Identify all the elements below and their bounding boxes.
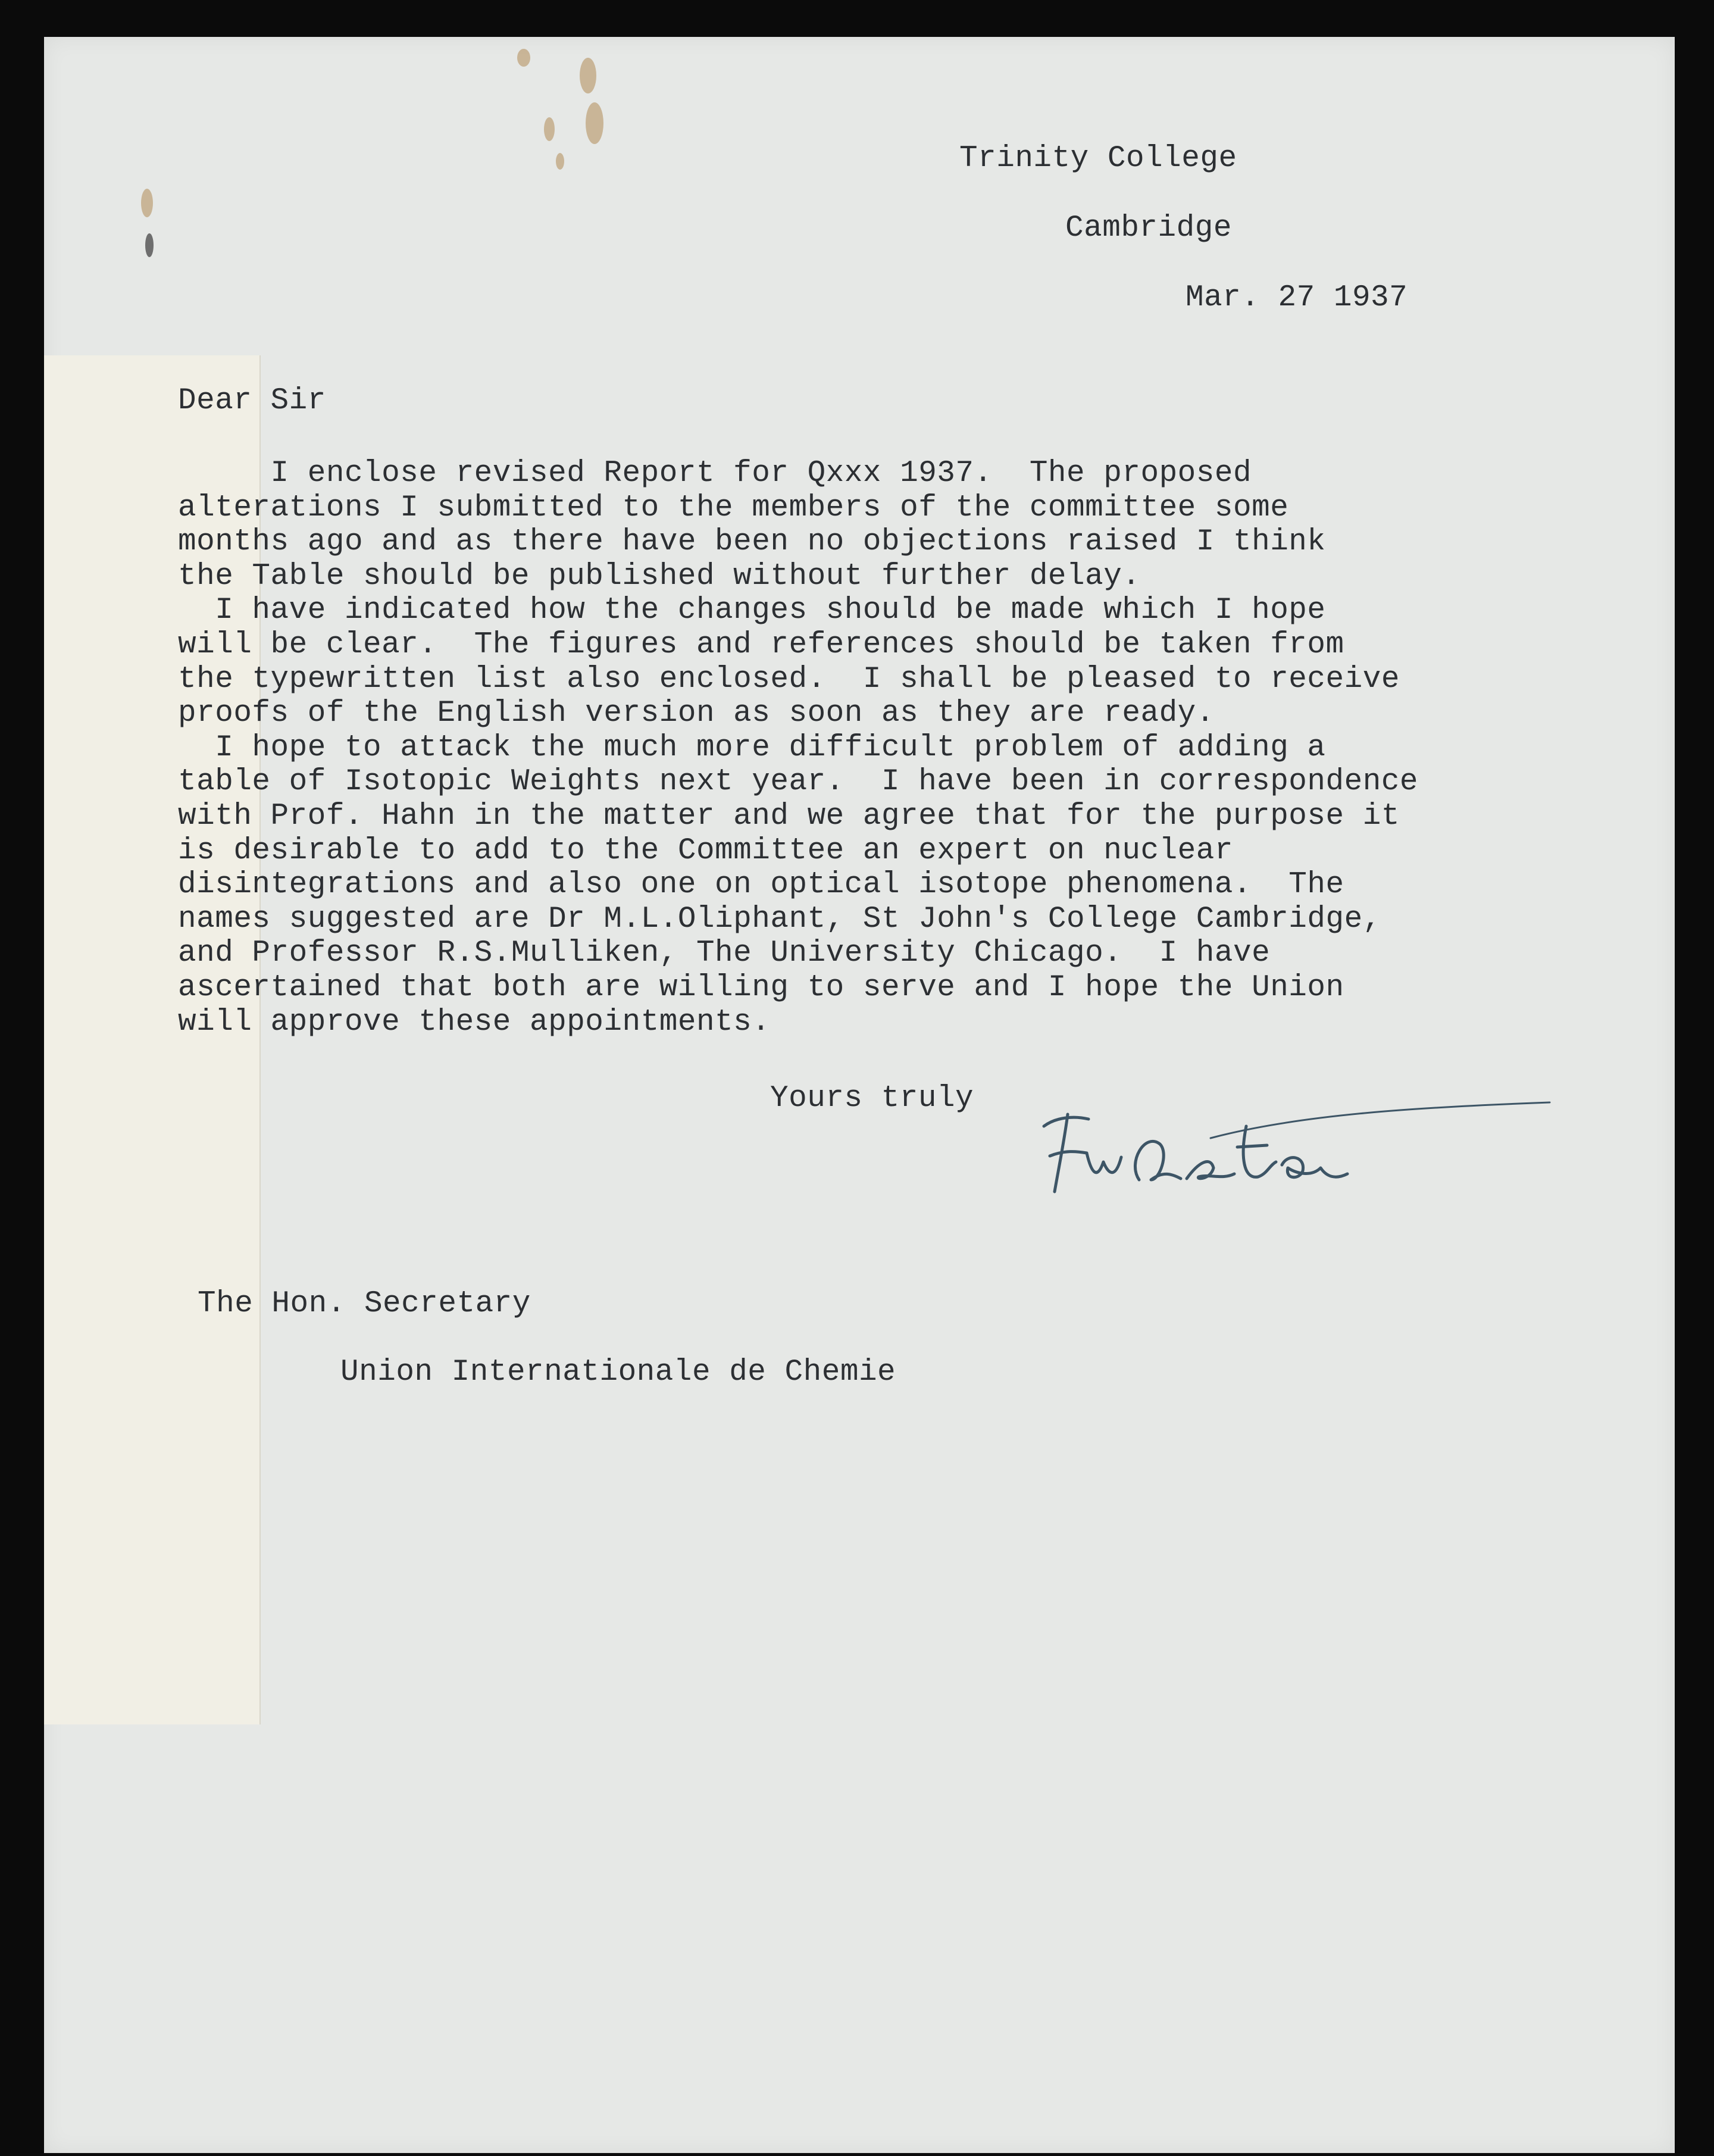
recipient-organization: Union Internationale de Chemie: [340, 1355, 896, 1389]
rust-stain: [141, 189, 153, 217]
rust-stain: [586, 102, 603, 144]
rust-stain: [145, 233, 154, 257]
body-line: months ago and as there have been no objections raised I think: [178, 525, 1326, 560]
body-line: is desirable to add to the Committee an expert on nuclear: [178, 833, 1233, 868]
letterhead-city: Cambridge: [1065, 211, 1232, 245]
body-line: will approve these appointments.: [178, 1005, 771, 1039]
body-line: the typewritten list also enclosed. I shall be pleased to receive: [178, 662, 1400, 696]
body-line: and Professor R.S.Mulliken, The University Chicago. I have: [178, 936, 1271, 971]
body-line: with Prof. Hahn in the matter and we agree that for the purpose it: [178, 799, 1400, 833]
rust-stain: [556, 153, 564, 170]
body-line: alterations I submitted to the members of the committee some: [178, 490, 1289, 525]
rust-stain: [580, 58, 596, 93]
body-line: ascertained that both are willing to serve and I hope the Union: [178, 970, 1344, 1005]
salutation: Dear Sir: [178, 384, 326, 418]
closing: Yours truly: [770, 1082, 974, 1116]
handwritten-signature: [1032, 1091, 1568, 1210]
body-line: I hope to attack the much more difficult problem of adding a: [178, 730, 1326, 765]
letter-page: [44, 37, 1675, 2153]
rust-stain: [544, 117, 555, 141]
rust-stain: [517, 49, 530, 67]
body-line: I have indicated how the changes should be made which I hope: [178, 593, 1326, 628]
body-line: will be clear. The figures and references should be taken from: [178, 627, 1344, 662]
body-line: proofs of the English version as soon as they are ready.: [178, 696, 1215, 731]
recipient-title: The Hon. Secretary: [198, 1287, 531, 1321]
body-line: table of Isotopic Weights next year. I have been in correspondence: [178, 765, 1419, 799]
body-line: disintegrations and also one on optical isotope phenomena. The: [178, 868, 1344, 902]
body-line: I enclose revised Report for Qxxx 1937. The proposed: [178, 457, 1252, 490]
letterhead-institution: Trinity College: [959, 142, 1237, 176]
letter-date: Mar. 27 1937: [1186, 281, 1408, 315]
letter-body: [178, 457, 1666, 1039]
body-line: the Table should be published without further delay.: [178, 559, 1141, 593]
body-line: names suggested are Dr M.L.Oliphant, St John's College Cambridge,: [178, 902, 1381, 936]
